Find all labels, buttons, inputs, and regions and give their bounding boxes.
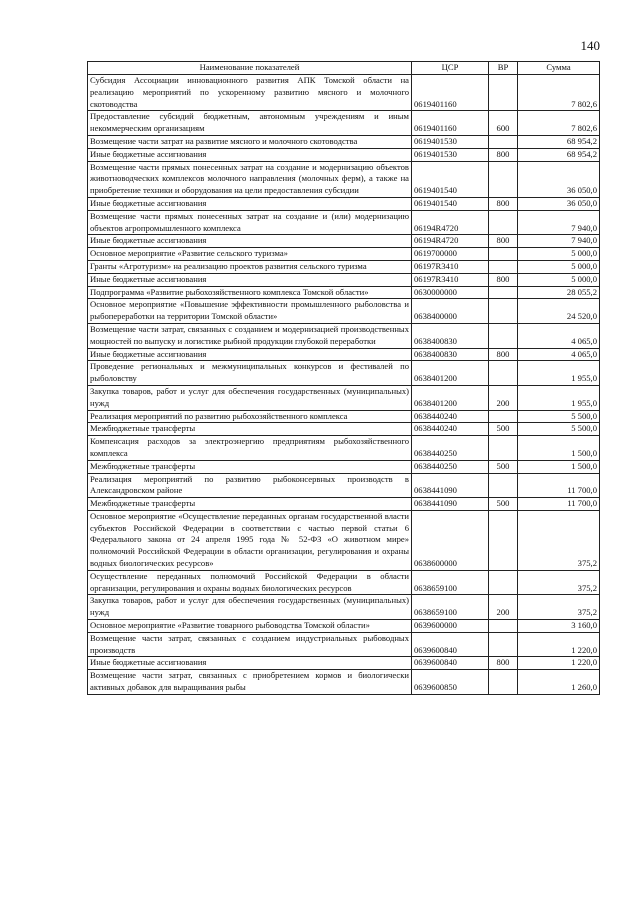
row-csr-cell: 0638440250 xyxy=(412,460,489,473)
row-csr-cell: 0638441090 xyxy=(412,498,489,511)
row-vr-cell: 200 xyxy=(489,595,518,620)
row-sum-cell: 11 700,0 xyxy=(518,473,600,498)
row-csr-cell: 0638440250 xyxy=(412,436,489,461)
row-sum-cell: 4 065,0 xyxy=(518,348,600,361)
row-name-cell: Возмещение части затрат, связанных с приобретением кормов и биологически активных добавок для выращивания рыбы xyxy=(88,670,412,695)
table-row xyxy=(88,323,600,348)
row-sum-cell: 1 220,0 xyxy=(518,632,600,657)
row-vr-cell xyxy=(489,670,518,695)
row-name-cell: Возмещение части прямых понесенных затрат на создание и модернизацию объектов животноводческих комплексов молочного направления (молочных ферм), а также на приобретение техники и оборудования на цели предоставления субсидии xyxy=(88,161,412,197)
table-row xyxy=(88,210,600,235)
row-csr-cell: 0638401200 xyxy=(412,385,489,410)
row-csr-cell: 0639600840 xyxy=(412,632,489,657)
row-sum-cell: 1 955,0 xyxy=(518,361,600,386)
row-sum-cell: 1 955,0 xyxy=(518,385,600,410)
row-name-cell: Иные бюджетные ассигнования xyxy=(88,273,412,286)
table-row xyxy=(88,510,600,570)
row-csr-cell: 0638440240 xyxy=(412,410,489,423)
row-name-cell: Основное мероприятие «Осуществление переданных органам государственной власти субъектов Российской Федерации в соответствии с частью первой статьи 6 Федерального закона от 24 апреля 1995 года № 52-ФЗ «О животном мире» полномочий Российской Федерации в области организации, регулирования и охраны водных биологических ресурсов» xyxy=(88,510,412,570)
row-csr-cell: 0638401200 xyxy=(412,361,489,386)
row-name-cell: Основное мероприятие «Развитие товарного рыбоводства Томской области» xyxy=(88,620,412,633)
row-name-cell: Реализация мероприятий по развитию рыбоконсервных производств в Александровском районе xyxy=(88,473,412,498)
table-row xyxy=(88,286,600,299)
table-row xyxy=(88,436,600,461)
row-csr-cell: 0638400830 xyxy=(412,348,489,361)
row-vr-cell: 500 xyxy=(489,498,518,511)
row-sum-cell: 7 940,0 xyxy=(518,235,600,248)
row-sum-cell: 1 220,0 xyxy=(518,657,600,670)
row-name-cell: Закупка товаров, работ и услуг для обеспечения государственных (муниципальных) нужд xyxy=(88,385,412,410)
row-sum-cell: 5 000,0 xyxy=(518,248,600,261)
row-name-cell: Основное мероприятие «Повышение эффективности промышленного рыболовства и рыбопереработки на территории Томской области» xyxy=(88,299,412,324)
row-csr-cell: 0619401530 xyxy=(412,135,489,148)
row-vr-cell xyxy=(489,248,518,261)
table-row xyxy=(88,161,600,197)
table-row xyxy=(88,410,600,423)
table-row xyxy=(88,75,600,111)
page-number: 140 xyxy=(580,38,600,53)
row-csr-cell: 0619401540 xyxy=(412,197,489,210)
row-name-cell: Межбюджетные трансферты xyxy=(88,460,412,473)
row-csr-cell: 0639600840 xyxy=(412,657,489,670)
row-sum-cell: 375,2 xyxy=(518,595,600,620)
table-row xyxy=(88,473,600,498)
row-sum-cell: 36 050,0 xyxy=(518,197,600,210)
table-row xyxy=(88,248,600,261)
row-sum-cell: 4 065,0 xyxy=(518,323,600,348)
row-vr-cell: 800 xyxy=(489,273,518,286)
row-sum-cell: 5 500,0 xyxy=(518,423,600,436)
table-row xyxy=(88,670,600,695)
row-sum-cell: 3 160,0 xyxy=(518,620,600,633)
table-row xyxy=(88,498,600,511)
row-csr-cell: 0638400830 xyxy=(412,323,489,348)
row-name-cell: Иные бюджетные ассигнования xyxy=(88,148,412,161)
table-row xyxy=(88,385,600,410)
row-vr-cell: 200 xyxy=(489,385,518,410)
row-name-cell: Возмещение части затрат, связанных с созданием и модернизацией производственных мощностей по выпуску и логистике рыбной продукции глубокой переработки xyxy=(88,323,412,348)
row-csr-cell: 0638659100 xyxy=(412,595,489,620)
row-csr-cell: 06197R3410 xyxy=(412,260,489,273)
row-name-cell: Возмещение части затрат, связанных с созданием индустриальных рыбоводных производств xyxy=(88,632,412,657)
table-body xyxy=(88,75,600,695)
row-sum-cell: 1 500,0 xyxy=(518,436,600,461)
row-csr-cell: 0638441090 xyxy=(412,473,489,498)
row-name-cell: Иные бюджетные ассигнования xyxy=(88,235,412,248)
row-vr-cell xyxy=(489,632,518,657)
row-name-cell: Возмещение части прямых понесенных затрат на создание и (или) модернизацию объектов агропромышленного комплекса xyxy=(88,210,412,235)
table-row xyxy=(88,460,600,473)
row-name-cell: Предоставление субсидий бюджетным, автономным учреждениям и иным некоммерческим организациям xyxy=(88,111,412,136)
header-csr: ЦСР xyxy=(412,62,489,75)
row-vr-cell xyxy=(489,361,518,386)
row-vr-cell: 800 xyxy=(489,657,518,670)
table-row xyxy=(88,361,600,386)
table-row xyxy=(88,273,600,286)
row-name-cell: Реализация мероприятий по развитию рыбохозяйственного комплекса xyxy=(88,410,412,423)
row-sum-cell: 5 500,0 xyxy=(518,410,600,423)
row-csr-cell: 0638659100 xyxy=(412,570,489,595)
header-vr: ВР xyxy=(489,62,518,75)
row-sum-cell: 11 700,0 xyxy=(518,498,600,511)
row-name-cell: Межбюджетные трансферты xyxy=(88,423,412,436)
row-csr-cell: 06194R4720 xyxy=(412,210,489,235)
row-sum-cell: 28 055,2 xyxy=(518,286,600,299)
table-row xyxy=(88,348,600,361)
row-vr-cell xyxy=(489,161,518,197)
row-vr-cell xyxy=(489,410,518,423)
row-vr-cell xyxy=(489,210,518,235)
row-name-cell: Проведение региональных и межмуниципальных конкурсов и фестивалей по рыболовству xyxy=(88,361,412,386)
row-csr-cell: 0619401160 xyxy=(412,111,489,136)
row-vr-cell xyxy=(489,135,518,148)
row-vr-cell xyxy=(489,620,518,633)
row-sum-cell: 1 260,0 xyxy=(518,670,600,695)
table-row xyxy=(88,423,600,436)
table-row xyxy=(88,148,600,161)
row-name-cell: Компенсация расходов за электроэнергию предприятиям рыбохозяйственного комплекса xyxy=(88,436,412,461)
row-vr-cell xyxy=(489,75,518,111)
row-vr-cell: 500 xyxy=(489,460,518,473)
table-row xyxy=(88,111,600,136)
row-vr-cell: 800 xyxy=(489,148,518,161)
row-vr-cell xyxy=(489,570,518,595)
row-csr-cell: 0619401160 xyxy=(412,75,489,111)
row-vr-cell xyxy=(489,436,518,461)
table-row xyxy=(88,135,600,148)
row-sum-cell: 7 940,0 xyxy=(518,210,600,235)
row-csr-cell: 0619401540 xyxy=(412,161,489,197)
row-sum-cell: 5 000,0 xyxy=(518,260,600,273)
row-name-cell: Гранты «Агротуризм» на реализацию проектов развития сельского туризма xyxy=(88,260,412,273)
table-row xyxy=(88,632,600,657)
table-row xyxy=(88,570,600,595)
row-vr-cell: 800 xyxy=(489,197,518,210)
row-sum-cell: 1 500,0 xyxy=(518,460,600,473)
header-sum: Сумма xyxy=(518,62,600,75)
row-vr-cell xyxy=(489,260,518,273)
row-name-cell: Иные бюджетные ассигнования xyxy=(88,348,412,361)
row-csr-cell: 0638440240 xyxy=(412,423,489,436)
row-sum-cell: 375,2 xyxy=(518,510,600,570)
table-row xyxy=(88,595,600,620)
table-row xyxy=(88,299,600,324)
row-vr-cell xyxy=(489,286,518,299)
row-vr-cell xyxy=(489,510,518,570)
row-name-cell: Межбюджетные трансферты xyxy=(88,498,412,511)
budget-table xyxy=(87,61,600,695)
row-csr-cell: 0630000000 xyxy=(412,286,489,299)
row-name-cell: Субсидия Ассоциации инновационного развития АПК Томской области на реализацию мероприятий по ускоренному развитию мясного и молочного скотоводства xyxy=(88,75,412,111)
row-sum-cell: 68 954,2 xyxy=(518,148,600,161)
row-sum-cell: 7 802,6 xyxy=(518,111,600,136)
table-row xyxy=(88,197,600,210)
row-name-cell: Закупка товаров, работ и услуг для обеспечения государственных (муниципальных) нужд xyxy=(88,595,412,620)
row-name-cell: Подпрограмма «Развитие рыбохозяйственного комплекса Томской области» xyxy=(88,286,412,299)
row-vr-cell xyxy=(489,473,518,498)
row-csr-cell: 0639600850 xyxy=(412,670,489,695)
table-row xyxy=(88,620,600,633)
header-name: Наименование показателей xyxy=(88,62,412,75)
row-csr-cell: 0638600000 xyxy=(412,510,489,570)
row-csr-cell: 06197R3410 xyxy=(412,273,489,286)
row-vr-cell: 800 xyxy=(489,348,518,361)
table-row xyxy=(88,657,600,670)
row-vr-cell: 500 xyxy=(489,423,518,436)
row-sum-cell: 36 050,0 xyxy=(518,161,600,197)
row-vr-cell: 800 xyxy=(489,235,518,248)
table-row xyxy=(88,260,600,273)
row-vr-cell xyxy=(489,299,518,324)
row-name-cell: Осуществление переданных полномочий Российской Федерации в области организации, регулирования и охраны водных биологических ресурсов xyxy=(88,570,412,595)
row-name-cell: Основное мероприятие «Развитие сельского туризма» xyxy=(88,248,412,261)
row-csr-cell: 0639600000 xyxy=(412,620,489,633)
row-csr-cell: 0619401530 xyxy=(412,148,489,161)
row-csr-cell: 0638400000 xyxy=(412,299,489,324)
row-sum-cell: 7 802,6 xyxy=(518,75,600,111)
row-vr-cell xyxy=(489,323,518,348)
row-sum-cell: 5 000,0 xyxy=(518,273,600,286)
row-sum-cell: 68 954,2 xyxy=(518,135,600,148)
row-csr-cell: 0619700000 xyxy=(412,248,489,261)
table-header-row xyxy=(88,62,600,75)
table-row xyxy=(88,235,600,248)
row-csr-cell: 06194R4720 xyxy=(412,235,489,248)
row-name-cell: Иные бюджетные ассигнования xyxy=(88,197,412,210)
row-name-cell: Возмещение части затрат на развитие мясного и молочного скотоводства xyxy=(88,135,412,148)
row-vr-cell: 600 xyxy=(489,111,518,136)
row-name-cell: Иные бюджетные ассигнования xyxy=(88,657,412,670)
row-sum-cell: 24 520,0 xyxy=(518,299,600,324)
row-sum-cell: 375,2 xyxy=(518,570,600,595)
